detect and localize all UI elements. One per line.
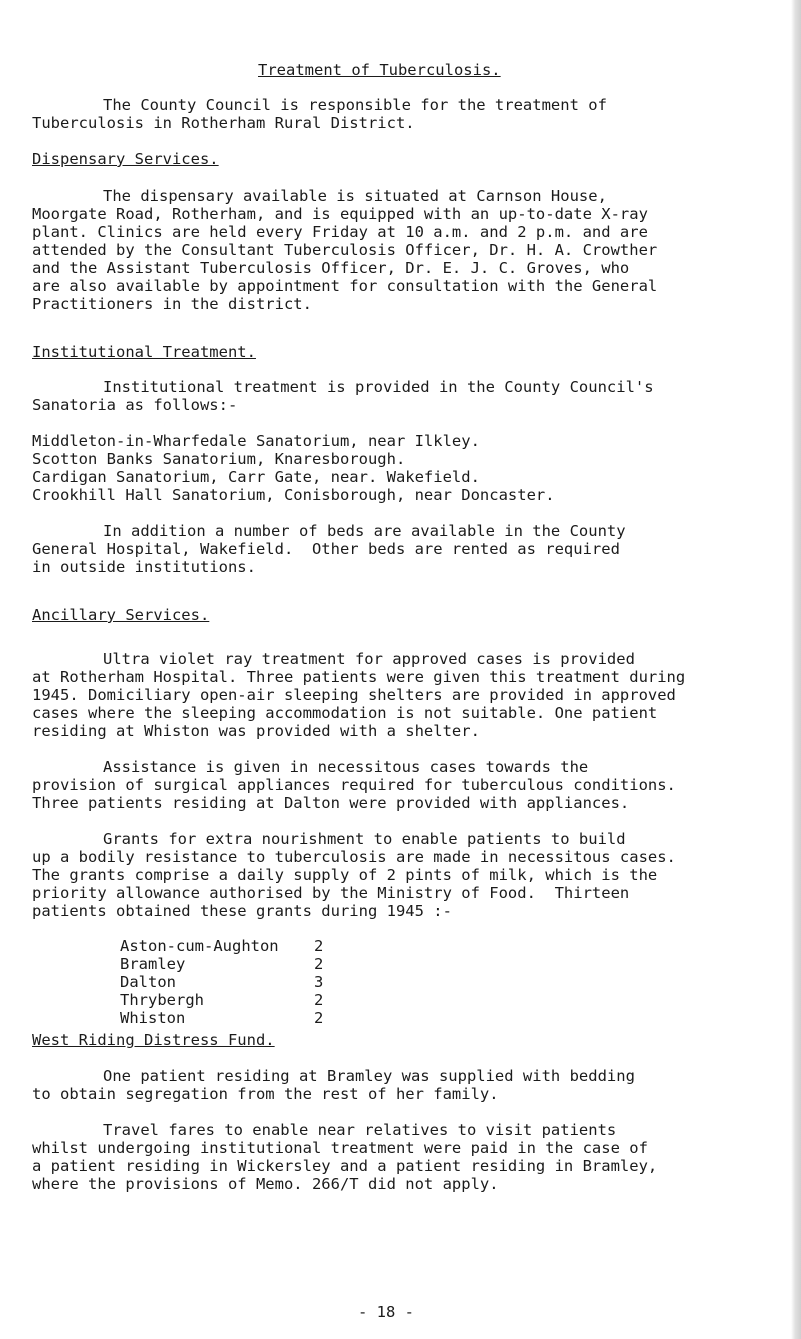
page-edge-shadow bbox=[791, 0, 801, 1339]
institutional-addition-line: In addition a number of beds are available in the County bbox=[103, 522, 626, 540]
grants-place: Thrybergh bbox=[120, 991, 204, 1009]
section-heading-institutional: Institutional Treatment. bbox=[32, 343, 256, 361]
page-number: - 18 - bbox=[358, 1303, 414, 1321]
west-riding-line: Travel fares to enable near relatives to visit patients bbox=[103, 1121, 617, 1139]
dispensary-line: The dispensary available is situated at Carnson House, bbox=[103, 187, 607, 205]
west-riding-line: whilst undergoing institutional treatment were paid in the case of bbox=[32, 1139, 648, 1157]
dispensary-line: are also available by appointment for consultation with the General bbox=[32, 277, 658, 295]
section-heading-dispensary: Dispensary Services. bbox=[32, 150, 219, 168]
ancillary-line: cases where the sleeping accommodation is not suitable. One patient bbox=[32, 704, 658, 722]
west-riding-line: where the provisions of Memo. 266/T did not apply. bbox=[32, 1175, 499, 1193]
ancillary-line: priority allowance authorised by the Ministry of Food. Thirteen bbox=[32, 884, 630, 902]
grants-count: 2 bbox=[314, 937, 324, 955]
ancillary-line: Ultra violet ray treatment for approved cases is provided bbox=[103, 650, 635, 668]
ancillary-line: up a bodily resistance to tuberculosis are made in necessitous cases. bbox=[32, 848, 676, 866]
grants-count: 2 bbox=[314, 991, 324, 1009]
sanatorium-item: Scotton Banks Sanatorium, Knaresborough. bbox=[32, 450, 406, 468]
ancillary-line: Three patients residing at Dalton were provided with appliances. bbox=[32, 794, 630, 812]
grants-place: Bramley bbox=[120, 955, 186, 973]
sanatorium-item: Crookhill Hall Sanatorium, Conisborough, near Doncaster. bbox=[32, 486, 555, 504]
ancillary-line: patients obtained these grants during 1945 :- bbox=[32, 902, 452, 920]
institutional-line: Institutional treatment is provided in the County Council's bbox=[103, 378, 654, 396]
grants-count: 2 bbox=[314, 955, 324, 973]
section-heading-ancillary: Ancillary Services. bbox=[32, 606, 210, 624]
ancillary-line: 1945. Domiciliary open-air sleeping shelters are provided in approved bbox=[32, 686, 676, 704]
grants-count: 3 bbox=[314, 973, 324, 991]
ancillary-line: The grants comprise a daily supply of 2 pints of milk, which is the bbox=[32, 866, 658, 884]
grants-place: Dalton bbox=[120, 973, 176, 991]
dispensary-line: and the Assistant Tuberculosis Officer, Dr. E. J. C. Groves, who bbox=[32, 259, 630, 277]
ancillary-line: Grants for extra nourishment to enable patients to build bbox=[103, 830, 626, 848]
ancillary-line: residing at Whiston was provided with a shelter. bbox=[32, 722, 480, 740]
west-riding-line: to obtain segregation from the rest of her family. bbox=[32, 1085, 499, 1103]
page-title: Treatment of Tuberculosis. bbox=[258, 61, 501, 79]
dispensary-line: plant. Clinics are held every Friday at 10 a.m. and 2 p.m. and are bbox=[32, 223, 648, 241]
dispensary-line: Practitioners in the district. bbox=[32, 295, 312, 313]
institutional-line: Sanatoria as follows:- bbox=[32, 396, 238, 414]
intro-line: The County Council is responsible for the treatment of bbox=[103, 96, 607, 114]
dispensary-line: Moorgate Road, Rotherham, and is equipped with an up-to-date X-ray bbox=[32, 205, 648, 223]
ancillary-line: provision of surgical appliances required for tuberculous conditions. bbox=[32, 776, 676, 794]
section-heading-west-riding: West Riding Distress Fund. bbox=[32, 1031, 275, 1049]
west-riding-line: One patient residing at Bramley was supplied with bedding bbox=[103, 1067, 635, 1085]
ancillary-line: Assistance is given in necessitous cases towards the bbox=[103, 758, 589, 776]
institutional-addition-line: in outside institutions. bbox=[32, 558, 256, 576]
dispensary-line: attended by the Consultant Tuberculosis Officer, Dr. H. A. Crowther bbox=[32, 241, 658, 259]
sanatorium-item: Cardigan Sanatorium, Carr Gate, near. Wakefield. bbox=[32, 468, 480, 486]
intro-line: Tuberculosis in Rotherham Rural District. bbox=[32, 114, 415, 132]
grants-place: Whiston bbox=[120, 1009, 186, 1027]
west-riding-line: a patient residing in Wickersley and a patient residing in Bramley, bbox=[32, 1157, 658, 1175]
grants-place: Aston-cum-Aughton bbox=[120, 937, 279, 955]
grants-count: 2 bbox=[314, 1009, 324, 1027]
sanatorium-item: Middleton-in-Wharfedale Sanatorium, near Ilkley. bbox=[32, 432, 480, 450]
ancillary-line: at Rotherham Hospital. Three patients were given this treatment during bbox=[32, 668, 686, 686]
institutional-addition-line: General Hospital, Wakefield. Other beds are rented as required bbox=[32, 540, 620, 558]
